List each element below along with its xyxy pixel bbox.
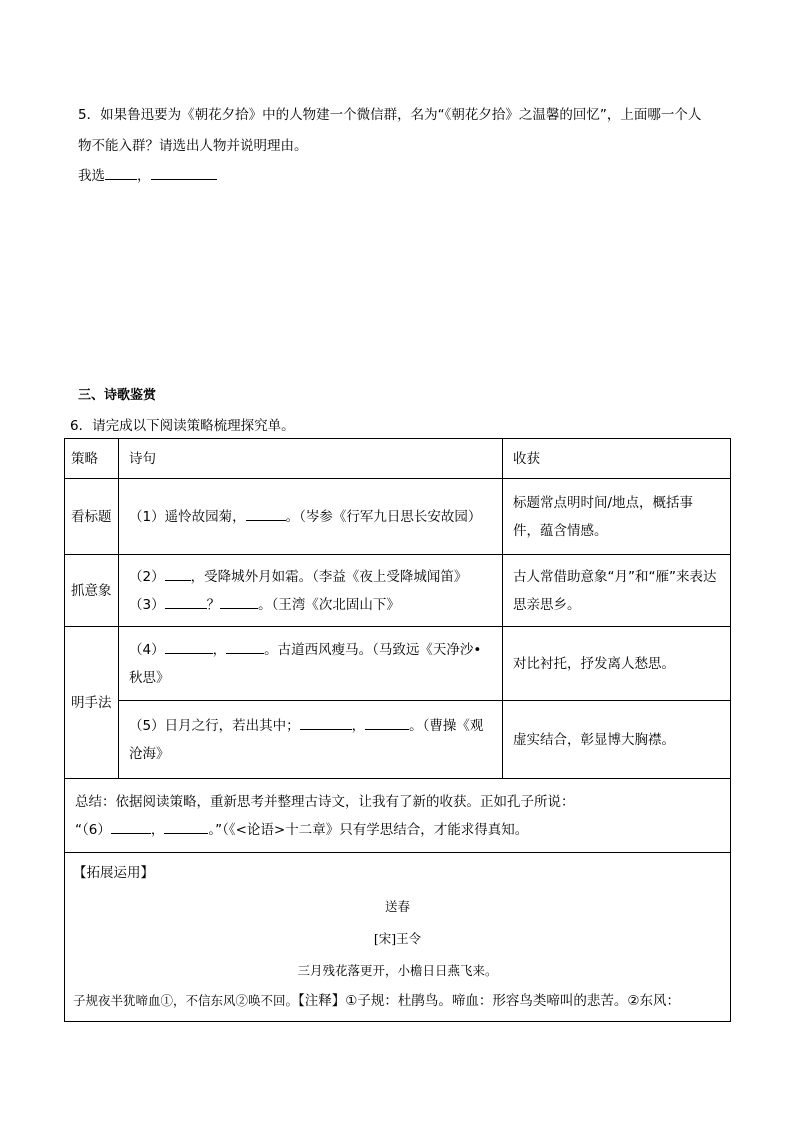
reading-strategy-table <box>64 438 731 1022</box>
poem-author: [宋]王令 <box>373 931 422 946</box>
answer-blank-reason[interactable] <box>151 165 217 180</box>
blank-3a[interactable] <box>165 594 207 609</box>
table-row <box>65 555 731 627</box>
section-heading: 三、诗歌鉴赏 <box>78 388 157 403</box>
blank-6b[interactable] <box>164 819 208 834</box>
q5-line-1: 5．如果鲁迅要为《朝花夕拾》中的人物建一个微信群，名为“《朝花夕拾》之温馨的回忆”，上面哪一个人 <box>78 107 702 123</box>
table-row <box>65 701 731 779</box>
gain-cell: 标题常点明时间/地点，概括事件，蕴含情感。 <box>503 479 731 555</box>
blank-3b[interactable] <box>220 594 258 609</box>
extension-cell <box>65 853 731 1022</box>
strategy-cell: 明手法 <box>65 627 119 779</box>
verse-cell <box>119 555 503 627</box>
table-header-row <box>65 439 731 479</box>
strategy-cell: 抓意象 <box>65 555 119 627</box>
q5-line-2: 物不能入群？请选出人物并说明理由。 <box>78 138 308 154</box>
strategy-cell: 看标题 <box>65 479 119 555</box>
blank-1[interactable] <box>246 506 286 521</box>
blank-4b[interactable] <box>226 639 264 654</box>
verse-line-2: （2） ，受降城外月如霜。（李益《夜上受降城闻笛》 <box>129 563 492 591</box>
poem-line-2-with-note <box>73 987 722 1015</box>
verse-cell: （5）日月之行，若出其中； ， 。（曹操《观沧海》 <box>119 701 503 779</box>
blank-5a[interactable] <box>300 715 352 730</box>
summary-cell <box>65 779 731 853</box>
verse-line-3: （3） ？ 。（王湾《次北固山下》 <box>129 591 492 619</box>
extension-row <box>65 853 731 1022</box>
blank-5b[interactable] <box>365 715 409 730</box>
q5-answer-line: 我选 ， <box>78 164 217 184</box>
blank-2[interactable] <box>165 566 191 581</box>
blank-4a[interactable] <box>165 639 213 654</box>
summary-line-2: “（6） ， 。”（《<论语>十二章》只有学思结合，才能求得真知。 <box>75 816 720 844</box>
answer-blank-person[interactable] <box>105 165 137 180</box>
extension-heading: 【拓展运用】 <box>73 865 154 881</box>
poem-title: 送春 <box>384 899 410 914</box>
header-verse: 诗句 <box>119 439 503 479</box>
table-row <box>65 627 731 701</box>
summary-line-1: 总结：依据阅读策略，重新思考并整理古诗文，让我有了新的收获。正如孔子所说： <box>75 793 575 810</box>
answer-prefix: 我选 <box>78 168 105 184</box>
gain-cell: 古人常借助意象“月”和“雁”来表达思亲思乡。 <box>503 555 731 627</box>
table-row <box>65 479 731 555</box>
verse-cell: （4） ， 。古道西风瘦马。（马致远《天净沙•秋思》 <box>119 627 503 701</box>
q6-prompt: 6．请完成以下阅读策略梳理探究单。 <box>70 418 295 434</box>
gain-cell: 对比衬托，抒发离人愁思。 <box>503 627 731 701</box>
header-strategy: 策略 <box>65 439 119 479</box>
header-gain: 收获 <box>503 439 731 479</box>
annotation: 【注释】①子规：杜鹃鸟。啼血：形容鸟类啼叫的悲苦。②东风： <box>298 993 680 1009</box>
poem-line-2: 子规夜半犹啼血①，不信东风②唤不回。 <box>73 993 299 1008</box>
verse-cell: （1）遥怜故园菊， 。（岑参《行军九日思长安故园） <box>119 479 503 555</box>
blank-6a[interactable] <box>111 819 151 834</box>
summary-row <box>65 779 731 853</box>
poem-line-1: 三月残花落更开，小檐日日燕飞来。 <box>297 963 498 978</box>
gain-cell: 虚实结合，彰显博大胸襟。 <box>503 701 731 779</box>
